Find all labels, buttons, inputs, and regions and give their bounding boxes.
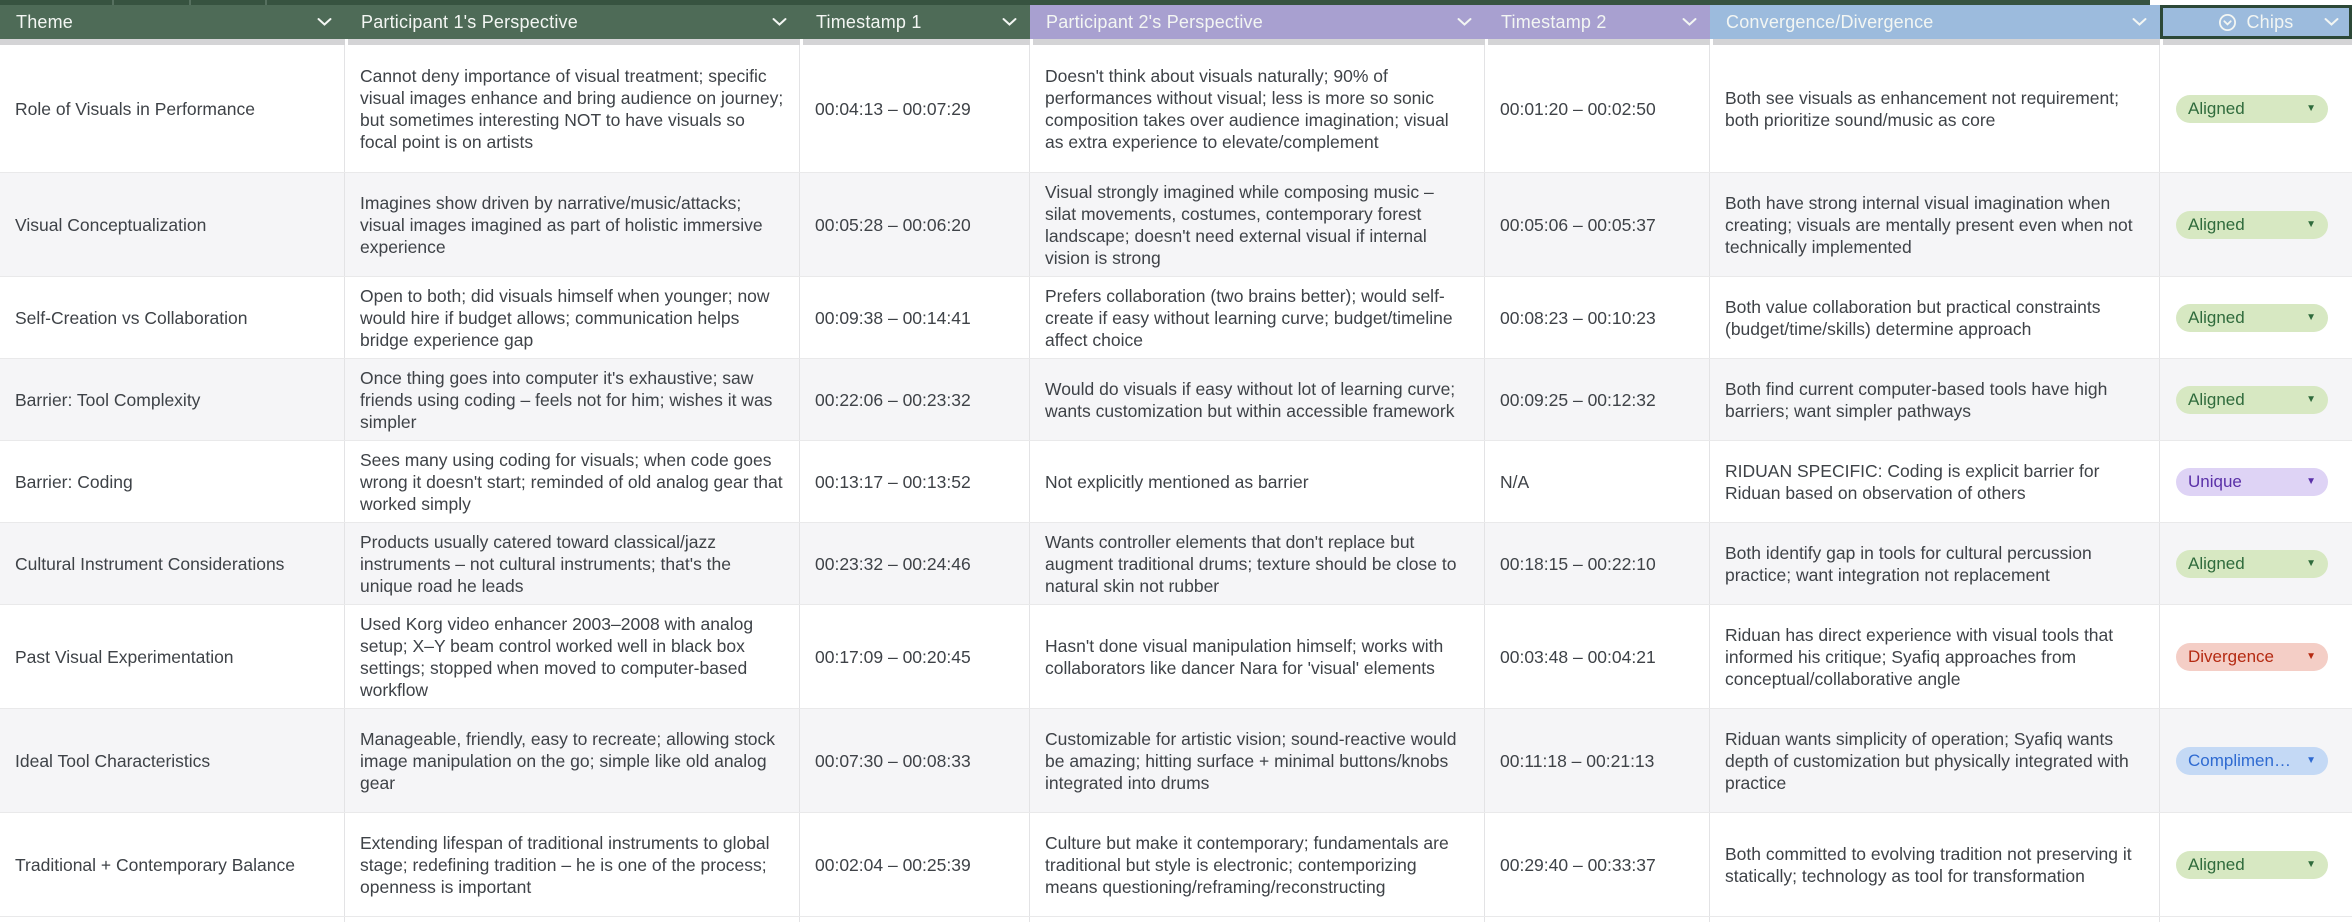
chip-label: Aligned <box>2188 553 2245 573</box>
cell-convergence[interactable]: Both see visuals as enhancement not requirement; both prioritize sound/music as core <box>1710 45 2160 172</box>
cell-timestamp1[interactable]: 00:13:17 – 00:13:52 <box>800 441 1030 522</box>
table-row <box>0 359 2352 441</box>
chip-label: Aligned <box>2188 214 2245 234</box>
chip-label: Unique <box>2188 471 2242 491</box>
cell-chips <box>2160 359 2352 440</box>
cell-convergence[interactable]: RIDUAN SPECIFIC: Coding is explicit barrier for Riduan based on observation of others <box>1710 441 2160 522</box>
cell-participant1[interactable]: Open to both; did visuals himself when younger; now would hire if budget allows; communication helps bridge experience gap <box>345 277 800 358</box>
cell-theme[interactable]: Barrier: Tool Complexity <box>0 359 345 440</box>
chip-select[interactable] <box>2176 304 2328 332</box>
chip-dropdown-arrow-icon: ▼ <box>2306 557 2316 569</box>
chip-select[interactable] <box>2176 851 2328 879</box>
cell-timestamp2[interactable]: 00:05:06 – 00:05:37 <box>1485 173 1710 276</box>
cell-participant2[interactable]: Would do visuals if easy without lot of learning curve; wants customization but within accessible framework <box>1030 359 1485 440</box>
cell-participant2[interactable]: Culture but make it contemporary; fundamentals are traditional but style is electronic; contemporizing means questioning/reframing/reconstructing <box>1030 813 1485 916</box>
table-row <box>0 173 2352 277</box>
chip-select[interactable] <box>2176 643 2328 671</box>
chip-label: Aligned <box>2188 307 2245 327</box>
cell-theme[interactable]: Ideal Tool Characteristics <box>0 709 345 812</box>
cell-timestamp1[interactable]: 00:05:28 – 00:06:20 <box>800 173 1030 276</box>
chip-dropdown-arrow-icon: ▼ <box>2306 754 2316 766</box>
cell-timestamp2[interactable]: 00:18:15 – 00:22:10 <box>1485 523 1710 604</box>
chevron-down-icon[interactable] <box>1457 18 1472 27</box>
column-header-label: Timestamp 2 <box>1501 11 1607 32</box>
cell-timestamp1[interactable]: 00:23:32 – 00:24:46 <box>800 523 1030 604</box>
chip-dropdown-arrow-icon: ▼ <box>2306 393 2316 405</box>
cell-participant1[interactable]: Sees many using coding for visuals; when code goes wrong it doesn't start; reminded of old analog gear that worked simply <box>345 441 800 522</box>
cell-chips <box>2160 277 2352 358</box>
cell-theme[interactable]: Visual Conceptualization <box>0 173 345 276</box>
cell-theme[interactable]: Role of Visuals in Performance <box>0 45 345 172</box>
cell-participant1[interactable]: Imagines show driven by narrative/music/attacks; visual images imagined as part of holistic immersive experience <box>345 173 800 276</box>
table-row <box>0 813 2352 917</box>
cell-chips <box>2160 173 2352 276</box>
chip-label: Aligned <box>2188 98 2245 118</box>
chevron-down-icon[interactable] <box>1682 18 1697 27</box>
chip-dropdown-arrow-icon: ▼ <box>2306 475 2316 487</box>
cell-convergence[interactable]: Both committed to evolving tradition not preserving it statically; technology as tool for transformation <box>1710 813 2160 916</box>
table-row <box>0 605 2352 709</box>
chip-dropdown-arrow-icon: ▼ <box>2306 102 2316 114</box>
cell-convergence[interactable]: Both value collaboration but practical constraints (budget/time/skills) determine approach <box>1710 277 2160 358</box>
cell-timestamp2[interactable]: N/A <box>1485 441 1710 522</box>
table-row <box>0 441 2352 523</box>
cell-timestamp1[interactable]: 00:07:30 – 00:08:33 <box>800 709 1030 812</box>
chevron-down-icon[interactable] <box>2132 18 2147 27</box>
column-header-participant1[interactable] <box>345 5 800 39</box>
cell-participant1[interactable]: Used Korg video enhancer 2003–2008 with analog setup; X–Y beam control worked well in black box settings; stopped when moved to computer-based workflow <box>345 605 800 708</box>
cell-participant2[interactable]: Not explicitly mentioned as barrier <box>1030 441 1485 522</box>
cell-participant1[interactable]: Manageable, friendly, easy to recreate; allowing stock image manipulation on the go; simple like old analog gear <box>345 709 800 812</box>
cell-participant2[interactable]: Doesn't think about visuals naturally; 90% of performances without visual; less is more so sonic composition takes over audience imagination; visual as extra experience to elevate/complement <box>1030 45 1485 172</box>
chip-dropdown-arrow-icon: ▼ <box>2306 218 2316 230</box>
chip-label: Aligned <box>2188 389 2245 409</box>
cell-theme[interactable]: Self-Creation vs Collaboration <box>0 277 345 358</box>
cell-convergence[interactable]: Both identify gap in tools for cultural percussion practice; want integration not replacement <box>1710 523 2160 604</box>
cell-timestamp1[interactable]: 00:09:38 – 00:14:41 <box>800 277 1030 358</box>
chip-dropdown-arrow-icon: ▼ <box>2306 650 2316 662</box>
chip-label: Divergence <box>2188 646 2274 666</box>
chevron-down-icon[interactable] <box>317 18 332 27</box>
cell-participant2[interactable]: Prefers collaboration (two brains better); would self-create if easy without learning curve; budget/timeline affect choice <box>1030 277 1485 358</box>
column-header-participant2[interactable] <box>1030 5 1485 39</box>
cell-participant1[interactable]: Cannot deny importance of visual treatment; specific visual images enhance and bring audience on journey; but sometimes interesting NOT to have visuals so focal point is on artists <box>345 45 800 172</box>
cell-chips <box>2160 709 2352 812</box>
table-row <box>0 523 2352 605</box>
column-header-label: Chips <box>2246 11 2294 32</box>
cell-chips <box>2160 813 2352 916</box>
cell-theme[interactable]: Cultural Instrument Considerations <box>0 523 345 604</box>
cell-chips <box>2160 45 2352 172</box>
cell-theme[interactable]: Barrier: Coding <box>0 441 345 522</box>
chip-label: Aligned <box>2188 854 2245 874</box>
table-row <box>0 277 2352 359</box>
cell-timestamp1[interactable]: 00:04:13 – 00:07:29 <box>800 45 1030 172</box>
column-header-theme[interactable] <box>0 5 345 39</box>
cell-participant1[interactable]: Once thing goes into computer it's exhaustive; saw friends using coding – feels not for him; wishes it was simpler <box>345 359 800 440</box>
column-header-convergence[interactable] <box>1710 5 2160 39</box>
chip-select[interactable] <box>2176 211 2328 239</box>
column-header-timestamp2[interactable] <box>1485 5 1710 39</box>
chevron-down-icon[interactable] <box>1002 18 1017 27</box>
cell-participant1[interactable]: Products usually catered toward classical/jazz instruments – not cultural instruments; that's the unique road he leads <box>345 523 800 604</box>
chip-select[interactable] <box>2176 468 2328 496</box>
cell-theme[interactable]: Traditional + Contemporary Balance <box>0 813 345 916</box>
next-row-clipped <box>0 917 2352 922</box>
cell-participant1[interactable]: Extending lifespan of traditional instruments to global stage; redefining tradition – he is one of the process; openness is important <box>345 813 800 916</box>
cell-convergence[interactable]: Riduan wants simplicity of operation; Syafiq wants depth of customization but physically integrated with practice <box>1710 709 2160 812</box>
cell-convergence[interactable]: Riduan has direct experience with visual tools that informed his critique; Syafiq approaches from conceptual/collaborative angle <box>1710 605 2160 708</box>
select-circle-icon <box>2218 13 2237 32</box>
column-header-label: Participant 1's Perspective <box>361 11 578 32</box>
table-row <box>0 709 2352 813</box>
chevron-down-icon[interactable] <box>2324 18 2339 27</box>
table-row <box>0 45 2352 173</box>
cell-timestamp2[interactable]: 00:01:20 – 00:02:50 <box>1485 45 1710 172</box>
column-header-label: Theme <box>16 11 74 32</box>
table-header-row <box>0 5 2352 39</box>
cell-convergence[interactable]: Both have strong internal visual imagination when creating; visuals are mentally present even when not technically implemented <box>1710 173 2160 276</box>
cell-participant2[interactable]: Visual strongly imagined while composing music – silat movements, costumes, contemporary forest landscape; doesn't need external visual if internal vision is strong <box>1030 173 1485 276</box>
column-header-label: Participant 2's Perspective <box>1046 11 1263 32</box>
chip-select[interactable] <box>2176 550 2328 578</box>
cell-timestamp2[interactable]: 00:09:25 – 00:12:32 <box>1485 359 1710 440</box>
cell-timestamp2[interactable]: 00:29:40 – 00:33:37 <box>1485 813 1710 916</box>
cell-participant2[interactable]: Hasn't done visual manipulation himself; works with collaborators like dancer Nara for 'visual' elements <box>1030 605 1485 708</box>
cell-chips <box>2160 441 2352 522</box>
cell-chips <box>2160 605 2352 708</box>
chip-select[interactable] <box>2176 386 2328 414</box>
chip-dropdown-arrow-icon: ▼ <box>2306 858 2316 870</box>
cell-timestamp1[interactable]: 00:22:06 – 00:23:32 <box>800 359 1030 440</box>
cell-timestamp2[interactable]: 00:03:48 – 00:04:21 <box>1485 605 1710 708</box>
cell-timestamp1[interactable]: 00:02:04 – 00:25:39 <box>800 813 1030 916</box>
chip-select[interactable] <box>2176 747 2328 775</box>
cell-timestamp2[interactable]: 00:08:23 – 00:10:23 <box>1485 277 1710 358</box>
chevron-down-icon[interactable] <box>772 18 787 27</box>
chip-select[interactable] <box>2176 95 2328 123</box>
cell-timestamp2[interactable]: 00:11:18 – 00:21:13 <box>1485 709 1710 812</box>
cell-theme[interactable]: Past Visual Experimentation <box>0 605 345 708</box>
cell-participant2[interactable]: Customizable for artistic vision; sound-reactive would be amazing; hitting surface + minimal buttons/knobs integrated into drums <box>1030 709 1485 812</box>
cell-convergence[interactable]: Both find current computer-based tools have high barriers; want simpler pathways <box>1710 359 2160 440</box>
column-header-label: Convergence/Divergence <box>1726 11 1934 32</box>
chip-dropdown-arrow-icon: ▼ <box>2306 311 2316 323</box>
column-header-chips[interactable] <box>2160 5 2352 39</box>
column-header-label: Timestamp 1 <box>816 11 922 32</box>
cell-timestamp1[interactable]: 00:17:09 – 00:20:45 <box>800 605 1030 708</box>
chip-label: Complimen… <box>2188 750 2291 770</box>
cell-participant2[interactable]: Wants controller elements that don't replace but augment traditional drums; texture should be close to natural skin not rubber <box>1030 523 1485 604</box>
column-header-timestamp1[interactable] <box>800 5 1030 39</box>
cell-chips <box>2160 523 2352 604</box>
